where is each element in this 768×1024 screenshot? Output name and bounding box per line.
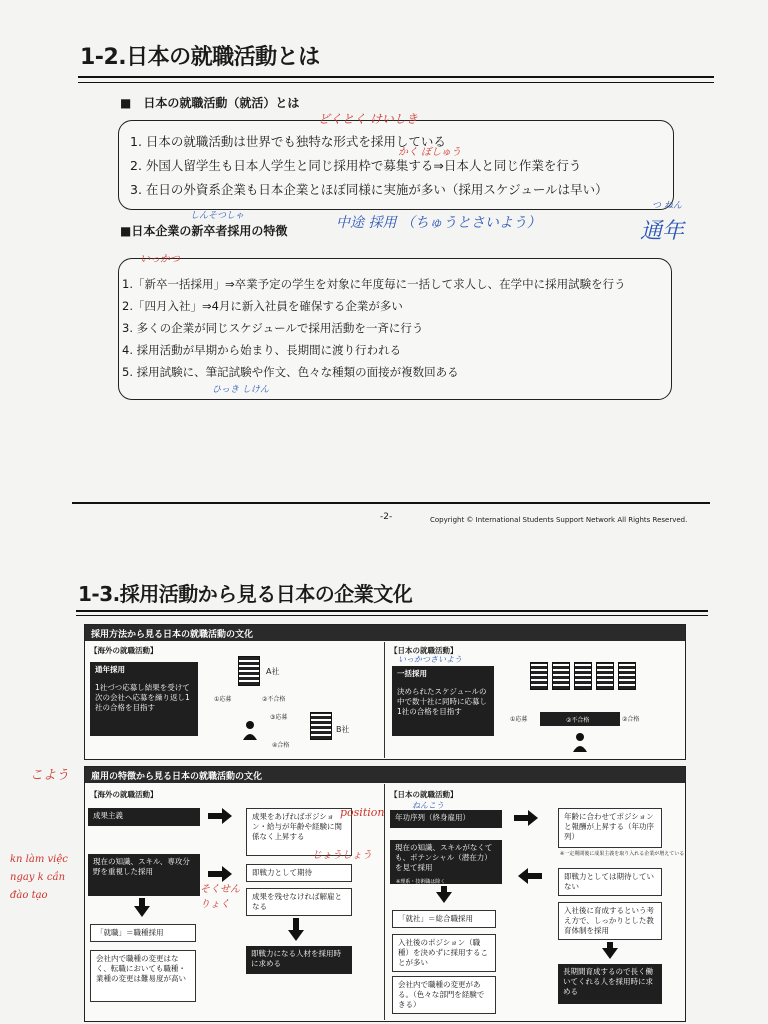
- panel2-header: 雇用の特徴から見る日本の就職活動の文化: [85, 767, 685, 783]
- left-step-3: ③応募: [270, 714, 288, 721]
- left-step-1: ①応募: [214, 696, 232, 703]
- arrow-shaft-1: [208, 813, 222, 819]
- panel1-left-text: 1社づつ応募し結果を受けて次の会社へ応募を繰り返し1社の合格を目指す: [90, 680, 198, 736]
- right-step-2-fail: ②不合格: [566, 717, 590, 724]
- section2-item-4: 4. 採用活動が早期から始まり、長期間に渡り行われる: [122, 343, 402, 357]
- annotation-tsuunen: 通年: [640, 219, 685, 244]
- right-b2-note: ※理系・技術職は除く: [396, 879, 446, 885]
- section2-item-1: 1.「新卒一括採用」⇒卒業予定の学生を対象に年度毎に一括して求人し、在学中に採用試験を行う: [122, 277, 626, 291]
- companies-icon-5: [618, 662, 636, 690]
- section2-heading: ■日本企業の新卒者採用の特徴: [120, 224, 288, 238]
- company-b-label: B社: [336, 725, 350, 734]
- arrow-down-icon: [602, 948, 618, 959]
- left-sokusen: 即戦力として期待: [246, 864, 352, 882]
- footer-rule: [72, 502, 710, 504]
- panel1-left-label: 【海外の就職活動】: [90, 646, 158, 655]
- page2-title: 1-3.採用活動から見る日本の企業文化: [78, 582, 413, 606]
- arrow-shaft-2: [208, 871, 222, 877]
- section2-item-3: 3. 多くの企業が同じスケジュールで採用活動を一斉に行う: [122, 321, 424, 335]
- annotation-ikkatsu: いっかつ: [140, 254, 180, 265]
- arrow-shaft-5: [514, 815, 528, 821]
- panel1-divider: [384, 642, 385, 758]
- copyright: Copyright © International Students Support Network All Rights Reserved.: [430, 516, 688, 524]
- annotation-koyou: こよう: [30, 768, 70, 783]
- left-step-2: ②不合格: [262, 696, 286, 703]
- left-seika-shugi: 成果主義: [88, 808, 200, 826]
- panel2-divider: [384, 784, 385, 1020]
- companies-icon-2: [552, 662, 570, 690]
- right-shuusha: 「就社」＝総合職採用: [392, 910, 496, 928]
- section1-item-2: 2. 外国人留学生も日本人学生と同じ採用枠で募集する⇒日本人と同じ作業を行う: [130, 158, 582, 173]
- right-nenkou: 年功序列（終身雇用）: [390, 810, 502, 828]
- annotation-shinsotsu: しんそつしゃ: [190, 211, 245, 221]
- panel1-right-title: 一括採用: [392, 666, 494, 684]
- right-position-undecided: 入社後のポジション（職種）を決めずに採用することが多い: [392, 934, 496, 972]
- page-number: -2-: [380, 512, 393, 522]
- annotation-boshuu: かく ぼしゅう: [398, 147, 462, 158]
- panel1-right-text: 決められたスケジュールの中で数十社に同時に応募し1社の合格を目指す: [392, 684, 494, 736]
- left-kaiko: 成果を残せなければ解雇となる: [246, 888, 352, 916]
- panel1-header: 採用方法から見る日本の就職活動の文化: [85, 625, 685, 641]
- page1-title: 1-2.日本の就職活動とは: [80, 45, 320, 70]
- panel2-right-label: 【日本の就職活動】: [390, 790, 458, 799]
- panel1-left-title: 通年採用: [90, 662, 198, 680]
- company-a-label: A社: [266, 667, 280, 676]
- annotation-viet-1: kn làm việc: [10, 854, 68, 865]
- annotation-viet-3: đào tạo: [10, 890, 48, 901]
- section2-item-5: 5. 採用試験に、筆記試験や作文、色々な種類の面接が複数回ある: [122, 365, 459, 379]
- annotation-chuuto: 中途 採用 （ちゅうとさいよう）: [336, 215, 541, 231]
- arrow-shaft-6: [528, 873, 542, 879]
- left-step-4: ④合格: [272, 742, 290, 749]
- company-b-icon: [310, 712, 332, 740]
- left-shuushoku: 「就職」＝職種採用: [90, 924, 196, 942]
- right-potential: 現在の知識、スキルがなくても、ポテンシャル（潜在力）を見て採用: [390, 840, 502, 884]
- companies-icon-3: [574, 662, 592, 690]
- panel1-right-label: 【日本の就職活動】: [390, 646, 458, 655]
- annotation-dokutoku: どくとく けいしき: [318, 112, 418, 126]
- right-step-1: ①応募: [510, 716, 528, 723]
- applicant-icon-left: [242, 720, 258, 740]
- right-ikusei: 入社後に育成するという考え方で、しっかりとした教育体制を採用: [558, 902, 662, 940]
- right-not-sokusen: 即戦力としては期待していない: [558, 868, 662, 896]
- right-long-term: 長期間育成するので長く働いてくれる人を採用時に求める: [558, 964, 662, 1004]
- section1-item-3: 3. 在日の外資系企業も日本企業とほぼ同様に実施が多い（採用スケジュールは早い）: [130, 182, 608, 197]
- applicant-icon-right: [572, 732, 588, 752]
- annotation-tsuunen-ruby: つ ねん: [652, 201, 682, 211]
- right-c1-note: ※一定期間後に成果主義を取り入れる企業が増えている: [560, 851, 685, 857]
- left-shokushu-change: 会社内で職種の変更はなく、転職においても職種・業種の変更は難易度が高い: [90, 950, 196, 1002]
- section1-heading: ■ 日本の就職活動（就活）とは: [120, 96, 300, 110]
- panel1-right-ruby: いっかつさいよう: [398, 655, 462, 664]
- title-rule-sub: [78, 82, 714, 83]
- annotation-hikki: ひっき しけん: [212, 385, 269, 395]
- section1-item-1: 1. 日本の就職活動は世界でも独特な形式を採用している: [130, 134, 446, 149]
- company-a-icon: [238, 656, 260, 686]
- arrow-right-icon: [528, 810, 538, 826]
- left-skill-hiring: 現在の知識、スキル、専攻分野を重視した採用: [88, 854, 200, 896]
- title-rule: [78, 76, 714, 78]
- companies-icon-4: [596, 662, 614, 690]
- arrow-down-icon: [134, 906, 150, 917]
- annotation-sokusen: そくせん りょく: [200, 884, 240, 910]
- page2-title-rule-sub: [76, 615, 708, 616]
- left-sokusen-jinzai: 即戦力になる人材を採用時に求める: [246, 946, 352, 974]
- arrow-down-icon: [436, 892, 452, 903]
- companies-icon-1: [530, 662, 548, 690]
- annotation-position: position: [340, 806, 385, 819]
- section2-item-2: 2.「四月入社」⇒4月に新入社員を確保する企業が多い: [122, 299, 403, 313]
- annotation-joushou: じょうしょう: [312, 850, 372, 861]
- panel2-left-label: 【海外の就職活動】: [90, 790, 158, 799]
- panel2-right-ruby: ねんこう: [412, 801, 444, 810]
- arrow-right-icon: [222, 808, 232, 824]
- arrow-down-icon: [288, 930, 304, 941]
- right-shokushu-change: 会社内で職種の変更がある。（色々な部門を経験できる）: [392, 976, 496, 1014]
- arrow-left-icon: [518, 868, 528, 884]
- annotation-viet-2: ngay k cần: [10, 872, 66, 883]
- left-position-rise: 成果をあげればポジション・給与が年齢や経験に関係なく上昇する: [246, 808, 352, 856]
- right-step-2-pass: ②合格: [622, 716, 640, 723]
- right-nenrei-position: 年齢に合わせてポジションと報酬が上昇する（年功序列）: [558, 808, 662, 848]
- page2-title-rule: [76, 610, 708, 612]
